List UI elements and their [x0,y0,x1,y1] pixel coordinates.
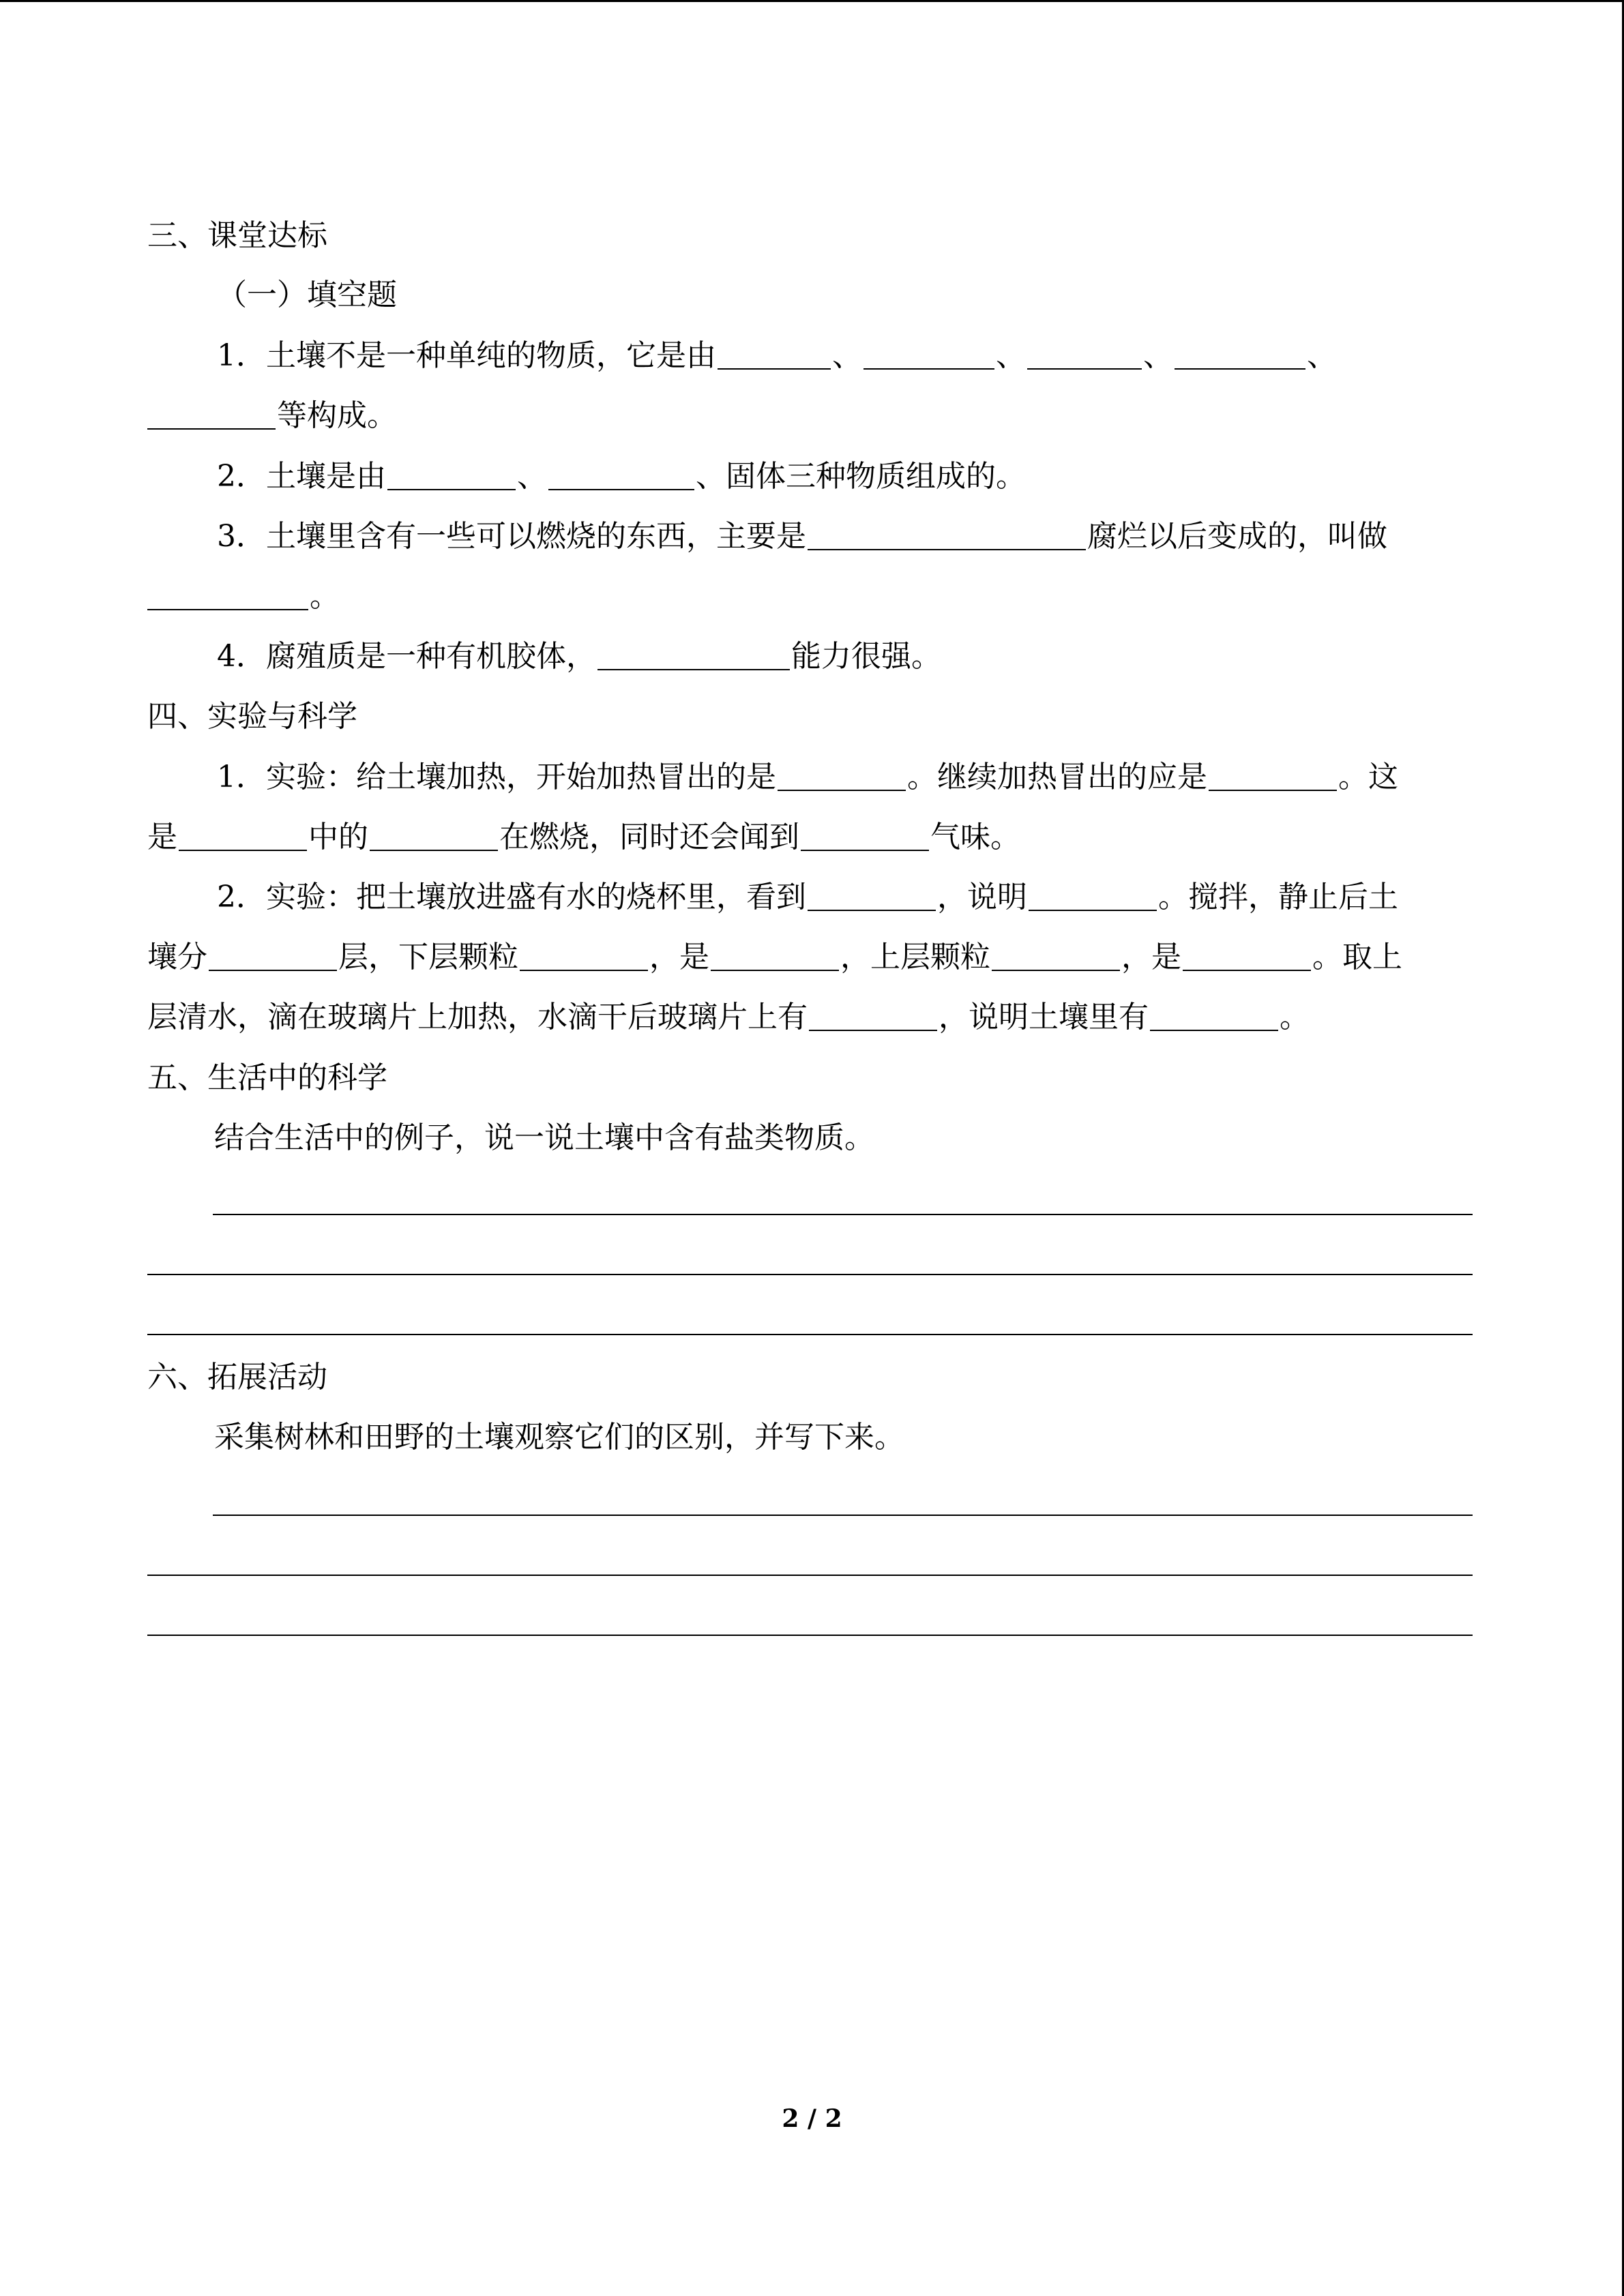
answer-blank[interactable] [147,579,308,610]
question-3-line-2: 。 [147,576,1471,617]
answer-blank[interactable] [179,820,307,851]
answer-line[interactable] [213,1515,1473,1516]
answer-blank[interactable] [520,940,648,971]
answer-blank[interactable] [209,940,337,971]
question-3-line-1: 3．土壤里含有一些可以燃烧的东西，主要是 腐烂以后变成的，叫做 [217,519,1387,554]
page-border-top [0,0,1624,2]
answer-line[interactable] [147,1635,1473,1636]
answer-line[interactable] [213,1214,1473,1215]
answer-blank[interactable] [801,820,929,851]
question-1-line-1: 1．土壤不是一种单纯的物质，它是由 、 、 、 、 [217,338,1337,373]
section-4-heading: 四、实验与科学 [147,699,357,734]
answer-blank[interactable] [711,940,839,971]
answer-blank[interactable] [992,940,1120,971]
answer-blank[interactable] [1027,338,1142,370]
answer-blank[interactable] [1150,1000,1278,1031]
section-5-prompt: 结合生活中的例子，说一说土壤中含有盐类物质。 [214,1120,874,1155]
answer-blank[interactable] [387,459,516,490]
answer-blank[interactable] [1175,338,1305,370]
answer-blank[interactable] [778,760,906,791]
answer-blank[interactable] [808,519,1086,550]
answer-blank[interactable] [370,820,498,851]
answer-blank[interactable] [718,338,831,370]
page-number: 2 / 2 [782,2104,842,2133]
answer-line[interactable] [147,1334,1473,1335]
answer-blank[interactable] [1209,760,1337,791]
question-4: 4．腐殖质是一种有机胶体， 能力很强。 [217,639,941,674]
answer-blank[interactable] [147,398,276,430]
answer-line[interactable] [147,1575,1473,1576]
fill-blank-subheading: （一）填空题 [217,278,397,312]
answer-blank[interactable] [1183,940,1311,971]
experiment-1-line-1: 1．实验：给土壤加热，开始加热冒出的是 。继续加热冒出的应是 。这 [217,760,1398,794]
answer-blank[interactable] [863,338,994,370]
section-3-heading: 三、课堂达标 [147,218,327,253]
answer-blank[interactable] [809,1000,937,1031]
section-5-heading: 五、生活中的科学 [147,1060,387,1095]
section-6-heading: 六、拓展活动 [147,1360,327,1395]
experiment-1-line-2: 是 中的 在燃烧，同时还会闻到 气味。 [147,820,1020,854]
answer-blank[interactable] [1029,880,1157,911]
answer-blank[interactable] [597,639,790,670]
answer-line[interactable] [147,1274,1473,1275]
experiment-2-line-3: 层清水，滴在玻璃片上加热，水滴干后玻璃片上有 ，说明土壤里有 。 [147,1000,1310,1034]
experiment-2-line-2: 壤分 层，下层颗粒 ，是 ，上层颗粒 ，是 。取上 [147,940,1402,974]
question-2: 2．土壤是由 、 、固体三种物质组成的。 [217,459,1026,494]
answer-blank[interactable] [808,880,936,911]
experiment-2-line-1: 2．实验：把土壤放进盛有水的烧杯里，看到 ，说明 。搅拌，静止后土 [217,880,1398,914]
question-1-line-2: 等构成。 [147,396,1471,436]
answer-blank[interactable] [548,459,694,490]
section-6-prompt: 采集树林和田野的土壤观察它们的区别，并写下来。 [214,1420,904,1455]
